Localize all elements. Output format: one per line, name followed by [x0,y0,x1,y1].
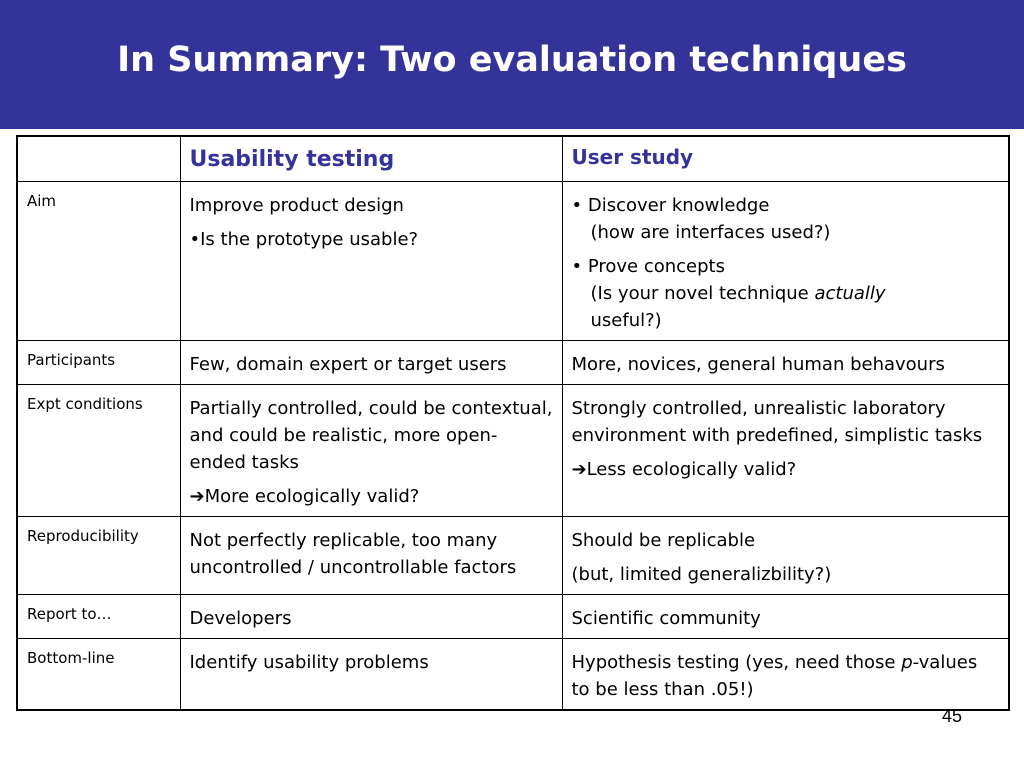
row-label-aim: Aim [17,182,180,341]
cell-reproducibility-study [562,517,1009,595]
row-label-participants: Participants [17,341,180,385]
cell-reproducibility-usability: Not perfectly replicable, too many uncontrolled / uncontrollable factors [180,517,562,595]
aim-study-bullet1: • Discover knowledge [571,195,770,216]
slide-title: In Summary: Two evaluation techniques [117,40,907,80]
reproducibility-study-line2: (but, limited generalizbility?) [571,564,832,585]
table-row-conditions [17,385,1009,517]
cell-bottom-usability: Identify usability problems [180,639,562,711]
page-number: 45 [941,706,962,726]
cell-bottom-study [562,639,1009,711]
table-header-row [17,136,1009,182]
table-row-aim [17,182,1009,341]
aim-study-bullet2-sub-post: useful?) [590,310,662,331]
aim-study-bullet1-sub: (how are interfaces used?) [590,222,831,243]
cell-participants-usability: Few, domain expert or target users [180,341,562,385]
cell-aim-usability [180,182,562,341]
cell-report-usability: Developers [180,595,562,639]
conditions-usability-arrow: ➔More ecologically valid? [189,486,420,507]
conditions-usability-text: Partially controlled, could be contextual, and could be realistic, more open-ended tasks [189,398,553,473]
row-label-conditions: Expt conditions [17,385,180,517]
cell-participants-study: More, novices, general human behavours [562,341,1009,385]
row-label-report: Report to… [17,595,180,639]
aim-usability-line2: •Is the prototype usable? [189,229,419,250]
cell-conditions-usability [180,385,562,517]
header-user-study: User study [562,136,1009,182]
conditions-study-arrow: ➔Less ecologically valid? [571,459,797,480]
aim-study-bullet2-sub-pre: (Is your novel technique [590,283,815,304]
cell-report-study: Scientific community [562,595,1009,639]
comparison-table [16,135,1010,711]
aim-study-emphasis: actually [814,283,886,304]
aim-study-bullet2: • Prove concepts [571,256,725,277]
aim-study-bullet2-sub [572,280,1000,334]
title-bar [0,0,1024,129]
reproducibility-study-line1: Should be replicable [571,530,756,551]
table-row-reproducibility [17,517,1009,595]
cell-conditions-study [562,385,1009,517]
bottom-study-post: -values to be less than .05!) [571,652,978,700]
bottom-study-emphasis: p [901,652,913,673]
table-row-report [17,595,1009,639]
header-empty-cell [17,136,180,182]
row-label-bottom-line: Bottom-line [17,639,180,711]
bottom-study-pre: Hypothesis testing (yes, need those [571,652,902,673]
aim-usability-line1: Improve product design [189,195,404,216]
header-usability-testing: Usability testing [180,136,562,182]
conditions-study-text: Strongly controlled, unrealistic laboratory environment with predefined, simplistic tasks [571,398,983,446]
cell-aim-study [562,182,1009,341]
table-row-bottom-line [17,639,1009,711]
row-label-reproducibility: Reproducibility [17,517,180,595]
table-row-participants [17,341,1009,385]
